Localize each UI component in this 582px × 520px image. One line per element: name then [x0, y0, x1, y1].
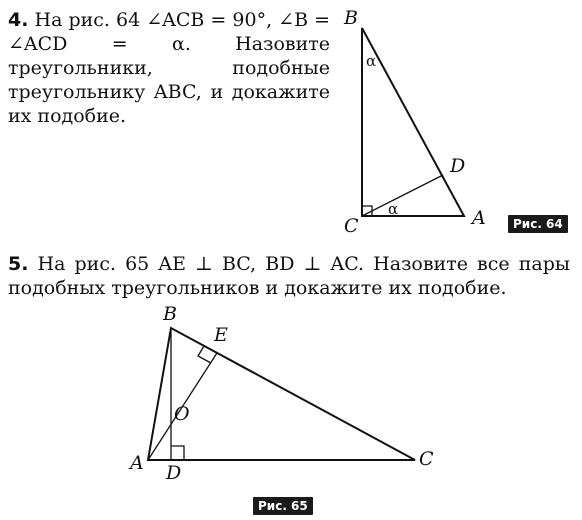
problem-4-text: На рис. 64 ∠ACB = 90°, ∠B = ∠ACD = α. Назовите треугольники, подобные треугольнику ABC, и докажите их подобие.	[8, 9, 331, 127]
triangle-abc	[148, 328, 415, 460]
triangle-abc	[362, 28, 464, 216]
segment-cd	[362, 175, 443, 216]
label-c: C	[344, 215, 359, 237]
label-a: A	[130, 452, 144, 474]
problem-4-number: 4.	[8, 9, 29, 31]
label-a: A	[472, 207, 486, 229]
label-o: O	[174, 403, 190, 425]
problem-5-text: На рис. 65 AE ⊥ BC, BD ⊥ AC. Назовите все пары подобных треугольников и докажите их подобие.	[8, 253, 570, 299]
label-e: E	[214, 324, 228, 346]
label-b: B	[344, 7, 358, 29]
right-angle-mark-d	[171, 446, 184, 460]
problem-5	[8, 252, 570, 300]
figure-64	[330, 0, 582, 240]
angle-alpha-c: α	[388, 200, 399, 218]
problem-5-number: 5.	[8, 253, 29, 275]
figure-65-caption: Рис. 65	[253, 497, 313, 515]
label-d: D	[450, 155, 466, 177]
label-c: C	[419, 448, 434, 470]
figure-65	[0, 295, 470, 495]
label-b: B	[163, 303, 177, 325]
problem-4	[8, 8, 330, 128]
angle-alpha-b: α	[366, 52, 377, 70]
label-d: D	[166, 462, 182, 484]
figure-64-caption: Рис. 64	[508, 215, 568, 233]
